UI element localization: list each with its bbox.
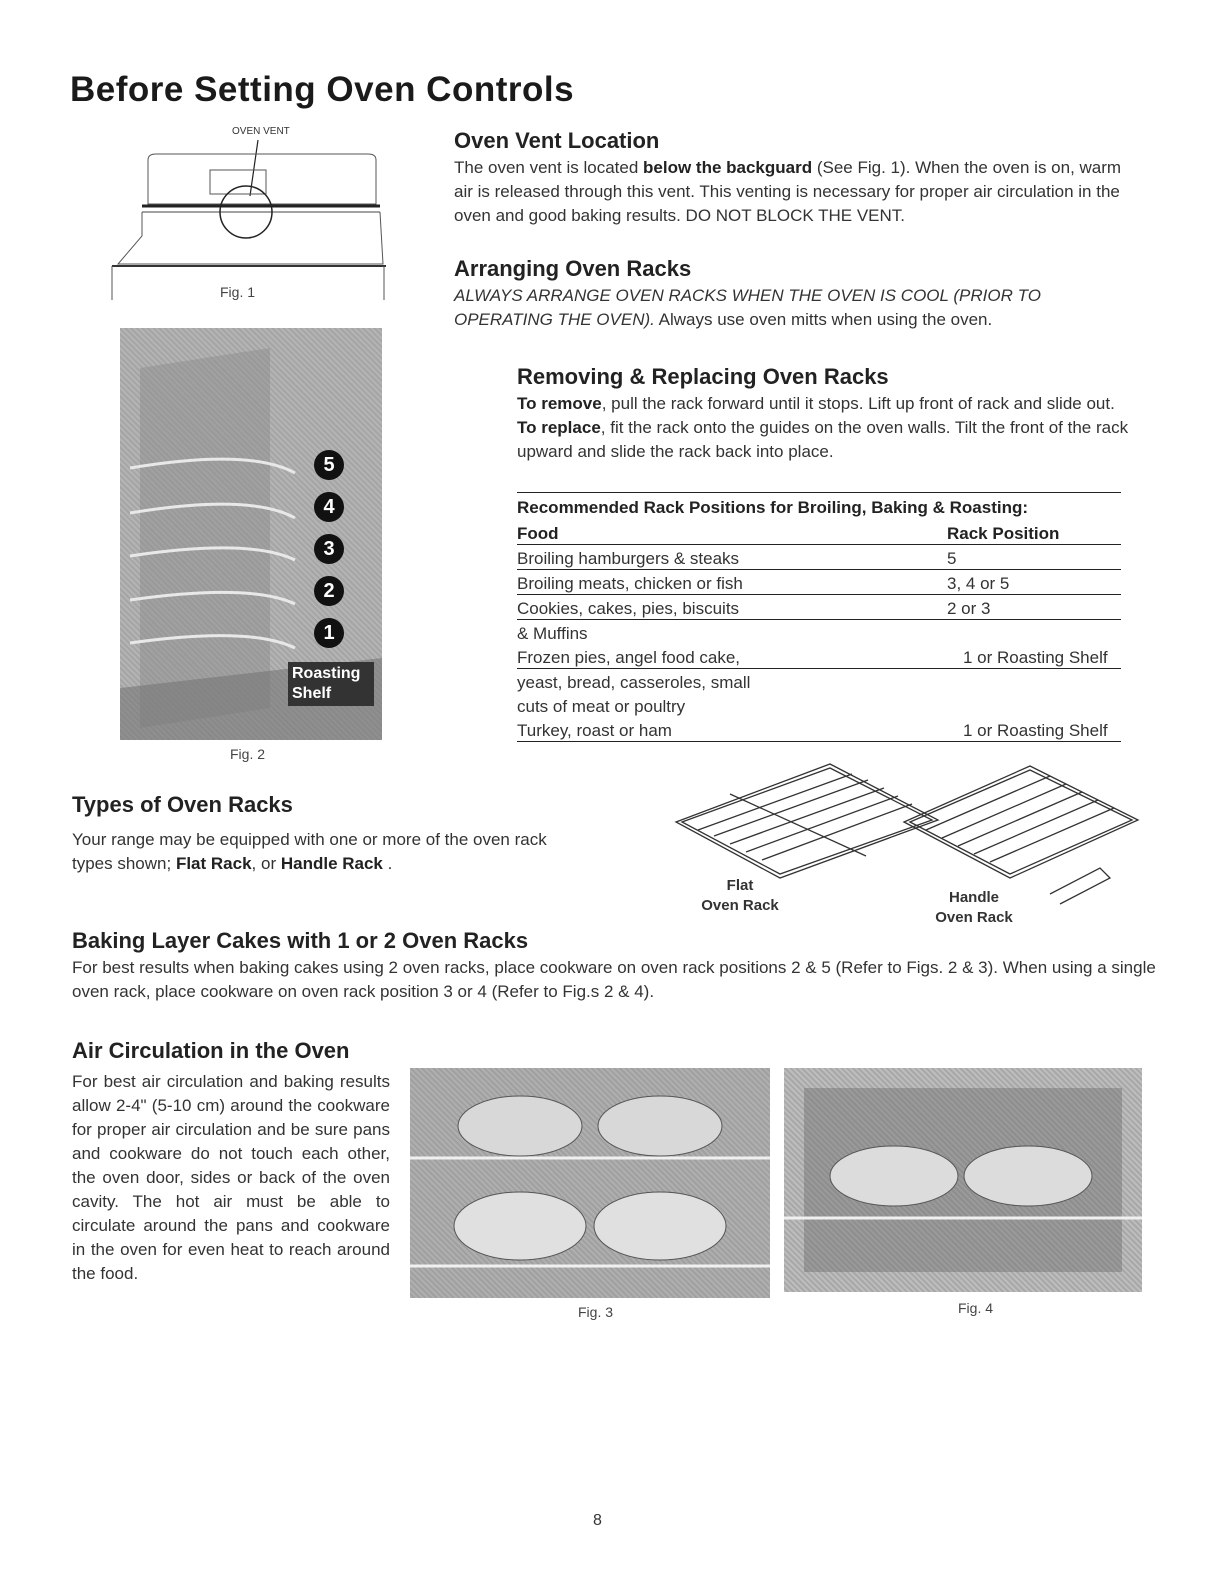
column-header-food: Food <box>517 520 947 545</box>
position-cell <box>947 620 1121 645</box>
flat-rack-label: Flat Rack <box>175 854 252 873</box>
oven-vent-emphasis: below the backguard <box>643 158 813 177</box>
flat-caption-line-1: Flat <box>726 877 754 894</box>
roasting-shelf-label-line-2: Shelf <box>292 685 332 702</box>
table-row <box>517 669 1121 694</box>
oven-vent-text-part: The oven vent is located <box>454 158 644 177</box>
position-cell: 5 <box>947 545 1121 570</box>
handle-caption-line-1: Handle <box>948 889 999 906</box>
baking-heading: Baking Layer Cakes with 1 or 2 Oven Racks <box>72 928 529 953</box>
table-row <box>517 693 1121 717</box>
table-header-row <box>517 520 1121 545</box>
oven-vent-text-part: (See Fig. 1). When the oven is on, warm air is released through this vent. This venting is necessary for proper air circulation in the oven and good baking results. DO NOT BLOCK THE VENT. <box>454 158 1122 225</box>
fig2-caption: Fig. 2 <box>230 746 266 762</box>
arranging-warning: ALWAYS ARRANGE OVEN RACKS WHEN THE OVEN IS COOL (PRIOR TO OPERATING THE OVEN). <box>454 286 1041 329</box>
rack-position-badge: 5 <box>314 450 344 480</box>
food-cell: Turkey, roast or ham <box>517 717 947 742</box>
oven-vent-text <box>454 156 1124 228</box>
types-text-part: . <box>382 854 393 873</box>
food-cell: yeast, bread, casseroles, small <box>517 673 751 692</box>
types-text-part: , or <box>251 854 281 873</box>
flat-rack-drawing <box>676 764 938 878</box>
rack-position-badge: 3 <box>314 534 344 564</box>
page-title: Before Setting Oven Controls <box>70 70 575 109</box>
table-row <box>517 717 1121 742</box>
handle-caption-line-2: Oven Rack <box>935 909 1013 926</box>
arranging-text <box>454 284 1144 332</box>
position-cell: 3, 4 or 5 <box>947 570 1121 595</box>
position-cell: 1 or Roasting Shelf <box>947 644 1121 669</box>
food-cell: Broiling hamburgers & steaks <box>517 545 947 570</box>
fig2-oven-photo <box>120 328 382 740</box>
removing-text-part: , pull the rack forward until it stops. Lift up front of rack and slide out. <box>601 394 1115 413</box>
food-cell: Cookies, cakes, pies, biscuits <box>517 595 947 620</box>
fig4-caption: Fig. 4 <box>958 1300 994 1316</box>
food-cell: cuts of meat or poultry <box>517 697 686 716</box>
arranging-heading: Arranging Oven Racks <box>454 256 692 281</box>
position-cell: 2 or 3 <box>947 595 1121 620</box>
rack-positions-table-rule <box>517 492 1121 493</box>
table-row <box>517 595 1121 620</box>
types-text <box>72 828 582 876</box>
handle-rack-label: Handle Rack <box>280 854 383 873</box>
handle-oven-rack-caption <box>914 888 1034 928</box>
table-row <box>517 545 1121 570</box>
fig3-oven-photo <box>410 1068 770 1298</box>
oven-vent-heading: Oven Vent Location <box>454 128 660 153</box>
position-cell <box>947 669 1121 694</box>
table-row <box>517 620 1121 645</box>
rack-position-badge: 2 <box>314 576 344 606</box>
to-replace-label: To replace <box>517 418 601 437</box>
removing-heading: Removing & Replacing Oven Racks <box>517 364 889 389</box>
fig3-pans-drawing <box>410 1068 770 1298</box>
table-row <box>517 570 1121 595</box>
removing-text-part: , fit the rack onto the guides on the oven walls. Tilt the front of the rack upward and slide the rack back into place. <box>517 418 1129 461</box>
roasting-shelf-label-line-1: Roasting <box>292 665 361 682</box>
roasting-shelf-label <box>288 662 374 706</box>
fig4-oven-photo <box>784 1068 1142 1292</box>
fig1-illustration <box>108 124 388 304</box>
rack-table-title: Recommended Rack Positions for Broiling, Baking & Roasting: <box>517 498 1029 517</box>
air-heading: Air Circulation in the Oven <box>72 1038 350 1063</box>
fig3-caption: Fig. 3 <box>578 1304 614 1320</box>
rack-position-badge: 1 <box>314 618 344 648</box>
handle-rack-drawing <box>904 766 1138 904</box>
backguard-drawing <box>108 124 388 304</box>
fig4-pans-drawing <box>784 1068 1142 1292</box>
position-cell: 1 or Roasting Shelf <box>947 717 1121 742</box>
fig1-caption: Fig. 1 <box>220 284 256 300</box>
baking-text: For best results when baking cakes using 2 oven racks, place cookware on oven rack positions 2 & 5 (Refer to Figs. 2 & 3). When using a single oven rack, place cookware on oven rack position 3 or 4 (Refer to Fig.s 2 & 4). <box>72 958 1156 1001</box>
position-cell <box>947 693 1121 717</box>
column-header-position: Rack Position <box>947 520 1121 545</box>
to-remove-label: To remove <box>517 394 602 413</box>
page-number: 8 <box>593 1512 602 1529</box>
types-heading: Types of Oven Racks <box>72 792 293 817</box>
table-row <box>517 644 1121 669</box>
arranging-text-part: Always use oven mitts when using the oven. <box>654 310 993 329</box>
flat-caption-line-2: Oven Rack <box>701 897 779 914</box>
removing-text <box>517 392 1137 464</box>
food-cell: & Muffins <box>517 624 588 643</box>
rack-positions-table <box>517 520 1121 742</box>
types-text-part: Your range may be equipped with one or more of the oven rack types shown; <box>72 830 547 873</box>
food-cell: Frozen pies, angel food cake, <box>517 644 947 669</box>
food-cell: Broiling meats, chicken or fish <box>517 570 947 595</box>
flat-oven-rack-caption <box>680 876 800 916</box>
air-text: For best air circulation and baking results allow 2-4" (5-10 cm) around the cookware for proper air circulation and be sure pans and cookware do not touch each other, the oven door, sides or back of the oven cavity. The hot air must be able to circulate around the pans and cookware in the oven for even heat to reach around the food. <box>72 1072 390 1283</box>
rack-position-badge: 4 <box>314 492 344 522</box>
oven-vent-label: OVEN VENT <box>232 126 290 137</box>
